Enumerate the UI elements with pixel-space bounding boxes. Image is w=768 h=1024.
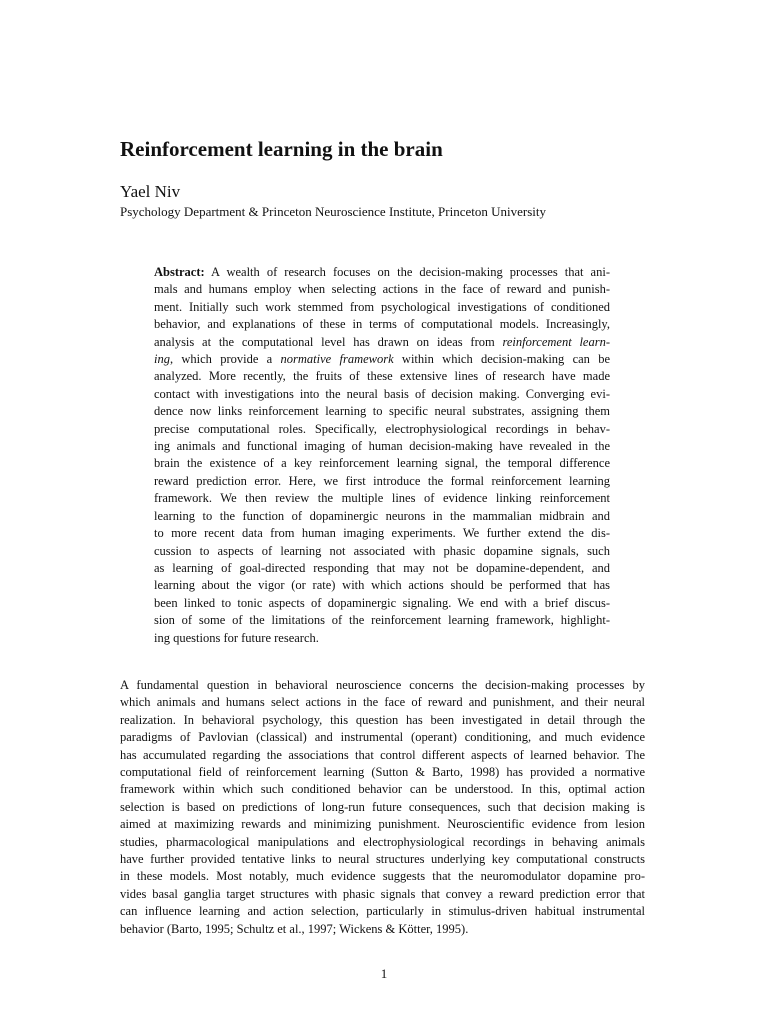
abstract-line — [154, 351, 610, 368]
abstract-line: reward prediction error. Here, we first introduce the formal reinforcement learning — [154, 473, 610, 488]
abstract-line: framework. We then review the multiple lines of evidence linking reinforcement — [154, 491, 610, 506]
abstract-line: learning about the vigor (or rate) with which actions should be performed that has — [154, 578, 610, 593]
abstract-line-text: analysis at the computational level has drawn on ideas from — [154, 334, 503, 349]
abstract-line: as learning of goal-directed responding that may not be dopamine-dependent, and — [154, 560, 610, 575]
body-line: selection is based on predictions of long-run future consequences, such that decision making is — [120, 799, 645, 814]
abstract-line: ment. Initially such work stemmed from psychological investigations of conditioned — [154, 299, 610, 314]
body-line: has accumulated regarding the associations that control different aspects of learned behavior. The — [120, 747, 645, 762]
abstract — [154, 264, 610, 647]
intro-paragraph — [120, 677, 645, 938]
body-line: behavior (Barto, 1995; Schultz et al., 1997; Wickens & Kötter, 1995). — [120, 921, 469, 936]
abstract-line: behavior, and explanations of these in terms of computational models. Increasingly, — [154, 317, 610, 332]
abstract-line — [154, 334, 610, 351]
body-line: framework within which such conditioned behavior can be understood. In this, optimal action — [120, 782, 645, 797]
body-line: which animals and humans select actions in the face of reward and punishment, and their neural — [120, 695, 645, 710]
abstract-line: been linked to tonic aspects of dopaminergic signaling. We end with a brief discus- — [154, 595, 610, 610]
abstract-line: learning to the function of dopaminergic neurons in the mammalian midbrain and — [154, 508, 610, 523]
abstract-line: contact with investigations into the neural basis of decision making. Converging evi- — [154, 386, 610, 401]
abstract-line: precise computational roles. Specifically, electrophysiological recordings in behav- — [154, 421, 610, 436]
body-line: can influence learning and action selection, particularly in stimulus-driven habitual instrumental — [120, 904, 645, 919]
body-line: aimed at maximizing rewards and minimizing punishment. Neuroscientific evidence from lesion — [120, 817, 645, 832]
abstract-line: mals and humans employ when selecting actions in the face of reward and punish- — [154, 282, 610, 297]
abstract-label: Abstract: — [154, 265, 205, 279]
abstract-line — [154, 264, 610, 281]
abstract-line: ing animals and functional imaging of human decision-making have revealed in the — [154, 439, 610, 454]
abstract-line: analyzed. More recently, the fruits of these extensive lines of research have made — [154, 369, 610, 384]
body-line: studies, pharmacological manipulations and electrophysiological recordings in behaving animals — [120, 834, 645, 849]
abstract-line: cussion to aspects of learning not associated with phasic dopamine signals, such — [154, 543, 610, 558]
abstract-line: to more recent data from human imaging experiments. We further extend the dis- — [154, 526, 610, 541]
abstract-line-text: , which provide a — [169, 352, 281, 367]
abstract-line: ing questions for future research. — [154, 630, 319, 645]
abstract-line: dence now links reinforcement learning to specific neural substrates, assigning them — [154, 404, 610, 419]
body-line: vides basal ganglia target structures with phasic signals that convey a reward prediction error that — [120, 886, 645, 901]
abstract-line: brain the existence of a key reinforcement learning signal, the temporal difference — [154, 456, 610, 471]
body-line: realization. In behavioral psychology, this question has been investigated in detail through the — [120, 712, 645, 727]
paper-title: Reinforcement learning in the brain — [120, 137, 443, 161]
body-line: in these models. Most notably, much evidence suggests that the neuromodulator dopamine pro- — [120, 869, 645, 884]
abstract-italic-term: ing — [154, 352, 170, 367]
body-line: have further provided tentative links to neural structures underlying key computational constructs — [120, 852, 645, 867]
author-name: Yael Niv — [120, 182, 181, 201]
abstract-italic-term: reinforcement learn- — [502, 334, 610, 349]
abstract-italic-term: normative framework — [280, 352, 394, 367]
author-affiliation: Psychology Department & Princeton Neuroscience Institute, Princeton University — [120, 204, 547, 219]
abstract-line: sion of some of the limitations of the reinforcement learning framework, highlight- — [154, 613, 610, 628]
abstract-line-text: A wealth of research focuses on the decision-making processes that ani- — [204, 265, 610, 279]
page-number: 1 — [380, 966, 388, 981]
abstract-line-text: within which decision-making can be — [393, 352, 611, 367]
body-line: paradigms of Pavlovian (classical) and instrumental (operant) conditioning, and much evidence — [120, 730, 645, 745]
body-line: A fundamental question in behavioral neuroscience concerns the decision-making processes by — [120, 678, 645, 692]
body-line: computational field of reinforcement learning (Sutton & Barto, 1998) has provided a normative — [120, 765, 645, 780]
